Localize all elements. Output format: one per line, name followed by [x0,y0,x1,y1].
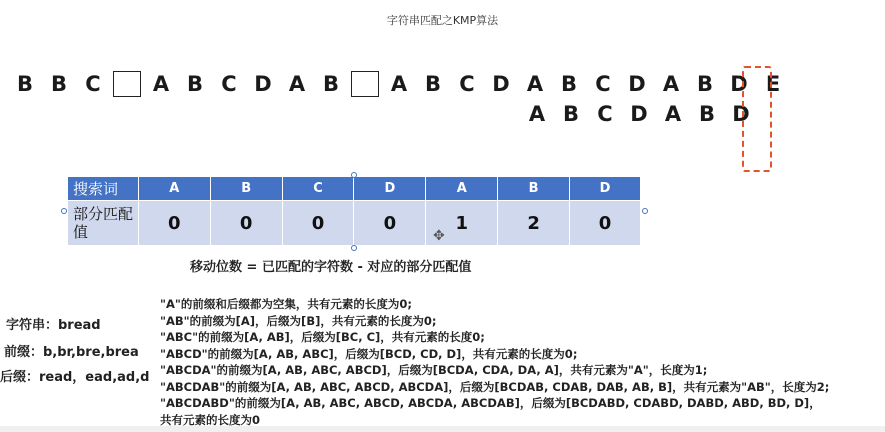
text_sequence-char: B [186,72,203,96]
text_sequence-char: B [424,72,441,96]
text_sequence-char: D [492,72,510,96]
value-cell: 0 [138,201,210,246]
text_sequence-char: B [16,72,33,96]
text_sequence-char: B [322,72,339,96]
suffix-note: 后缀：read，ead,ad,d [0,370,150,385]
text_sequence-char: C [85,72,101,96]
text_sequence-char: A [288,72,306,96]
table-values-row [68,201,641,246]
pattern_sequence-char: A [664,102,682,126]
value-cell: 0 [282,201,354,246]
value-cell: 1 [426,201,498,246]
shift-formula: 移动位数 = 已匹配的字符数 - 对应的部分匹配值 [190,260,472,275]
header-label: 搜索词 [68,177,139,201]
explanation-line: "ABCD"的前缀为[A, AB, ABC]，后缀为[BCD, CD, D]，共有元素的长度为0; [160,346,578,361]
string-note: 字符串：bread [6,318,101,333]
value-cell: 0 [570,201,641,246]
text_sequence-char: A [152,72,170,96]
text_sequence-char: D [730,72,748,96]
value-cell: 0 [354,201,426,246]
pattern-sequence [520,101,758,127]
text_sequence-char: B [696,72,713,96]
pattern_sequence-char: D [732,102,750,126]
header-cell: D [354,177,426,201]
resize-handle-bottom[interactable] [351,245,357,251]
text_sequence-char: C [595,72,611,96]
space-box [113,71,141,97]
value-cell: 2 [498,201,570,246]
pattern_sequence-char: B [562,102,579,126]
text_sequence-char: D [254,72,272,96]
header-cell: B [498,177,570,201]
text_sequence-char: C [459,72,475,96]
explanation-line: "ABCDAB"的前缀为[A, AB, ABC, ABCD, ABCDA]，后缀为[BCDAB, CDAB, DAB, AB, B]，共有元素为"AB"，长度为2; [160,379,830,394]
header-cell: C [282,177,354,201]
resize-handle-top[interactable] [351,172,357,178]
explanation-line: "A"的前缀和后缀都为空集，共有元素的长度为0; [160,297,412,311]
pattern_sequence-char: C [597,102,613,126]
explanation-line: "ABCDABD"的前缀为[A, AB, ABC, ABCD, ABCDA, ABCDAB]，后缀为[BCDABD, CDABD, DABD, ABD, BD, D]， [160,396,821,410]
space-box [351,71,379,97]
resize-handle-right[interactable] [642,208,648,214]
header-cell: D [570,177,641,201]
table-header-row [68,177,641,201]
text_sequence-char: E [765,72,781,96]
prefix-note: 前缀：b,br,bre,brea [4,345,139,360]
text_sequence-char: B [560,72,577,96]
explanation-line: "ABCDA"的前缀为[A, AB, ABC, ABCD]，后缀为[BCDA, CDA, DA, A]，共有元素为"A"，长度为1; [160,363,708,377]
move-cursor-icon: ✥ [433,228,445,244]
partial-match-table[interactable] [67,176,641,246]
mismatch-highlight-box [742,66,772,172]
text_sequence-char: D [628,72,646,96]
text_sequence-char: A [662,72,680,96]
pattern_sequence-char: A [528,102,546,126]
header-cell: A [426,177,498,201]
explanation-line: 共有元素的长度为0 [160,412,261,427]
explanation-line: "AB"的前缀为[A]，后缀为[B]，共有元素的长度为0; [160,313,437,328]
pattern_sequence-char: D [630,102,648,126]
value-label: 部分匹配值 [68,201,139,246]
resize-handle-left[interactable] [61,208,67,214]
header-cell: B [210,177,282,201]
bottom-scrollbar[interactable] [0,426,885,432]
text_sequence-char: A [390,72,408,96]
explanation-line: "ABC"的前缀为[A, AB]，后缀为[BC, C]，共有元素的长度0; [160,330,485,344]
value-cell: 0 [210,201,282,246]
text-sequence [8,71,790,97]
pattern_sequence-char: B [698,102,715,126]
prefix-suffix-explanations [160,296,885,428]
text_sequence-char: C [221,72,237,96]
header-cell: A [138,177,210,201]
text_sequence-char: B [50,72,67,96]
slide-title: 字符串匹配之KMP算法 [386,14,499,27]
text_sequence-char: A [526,72,544,96]
